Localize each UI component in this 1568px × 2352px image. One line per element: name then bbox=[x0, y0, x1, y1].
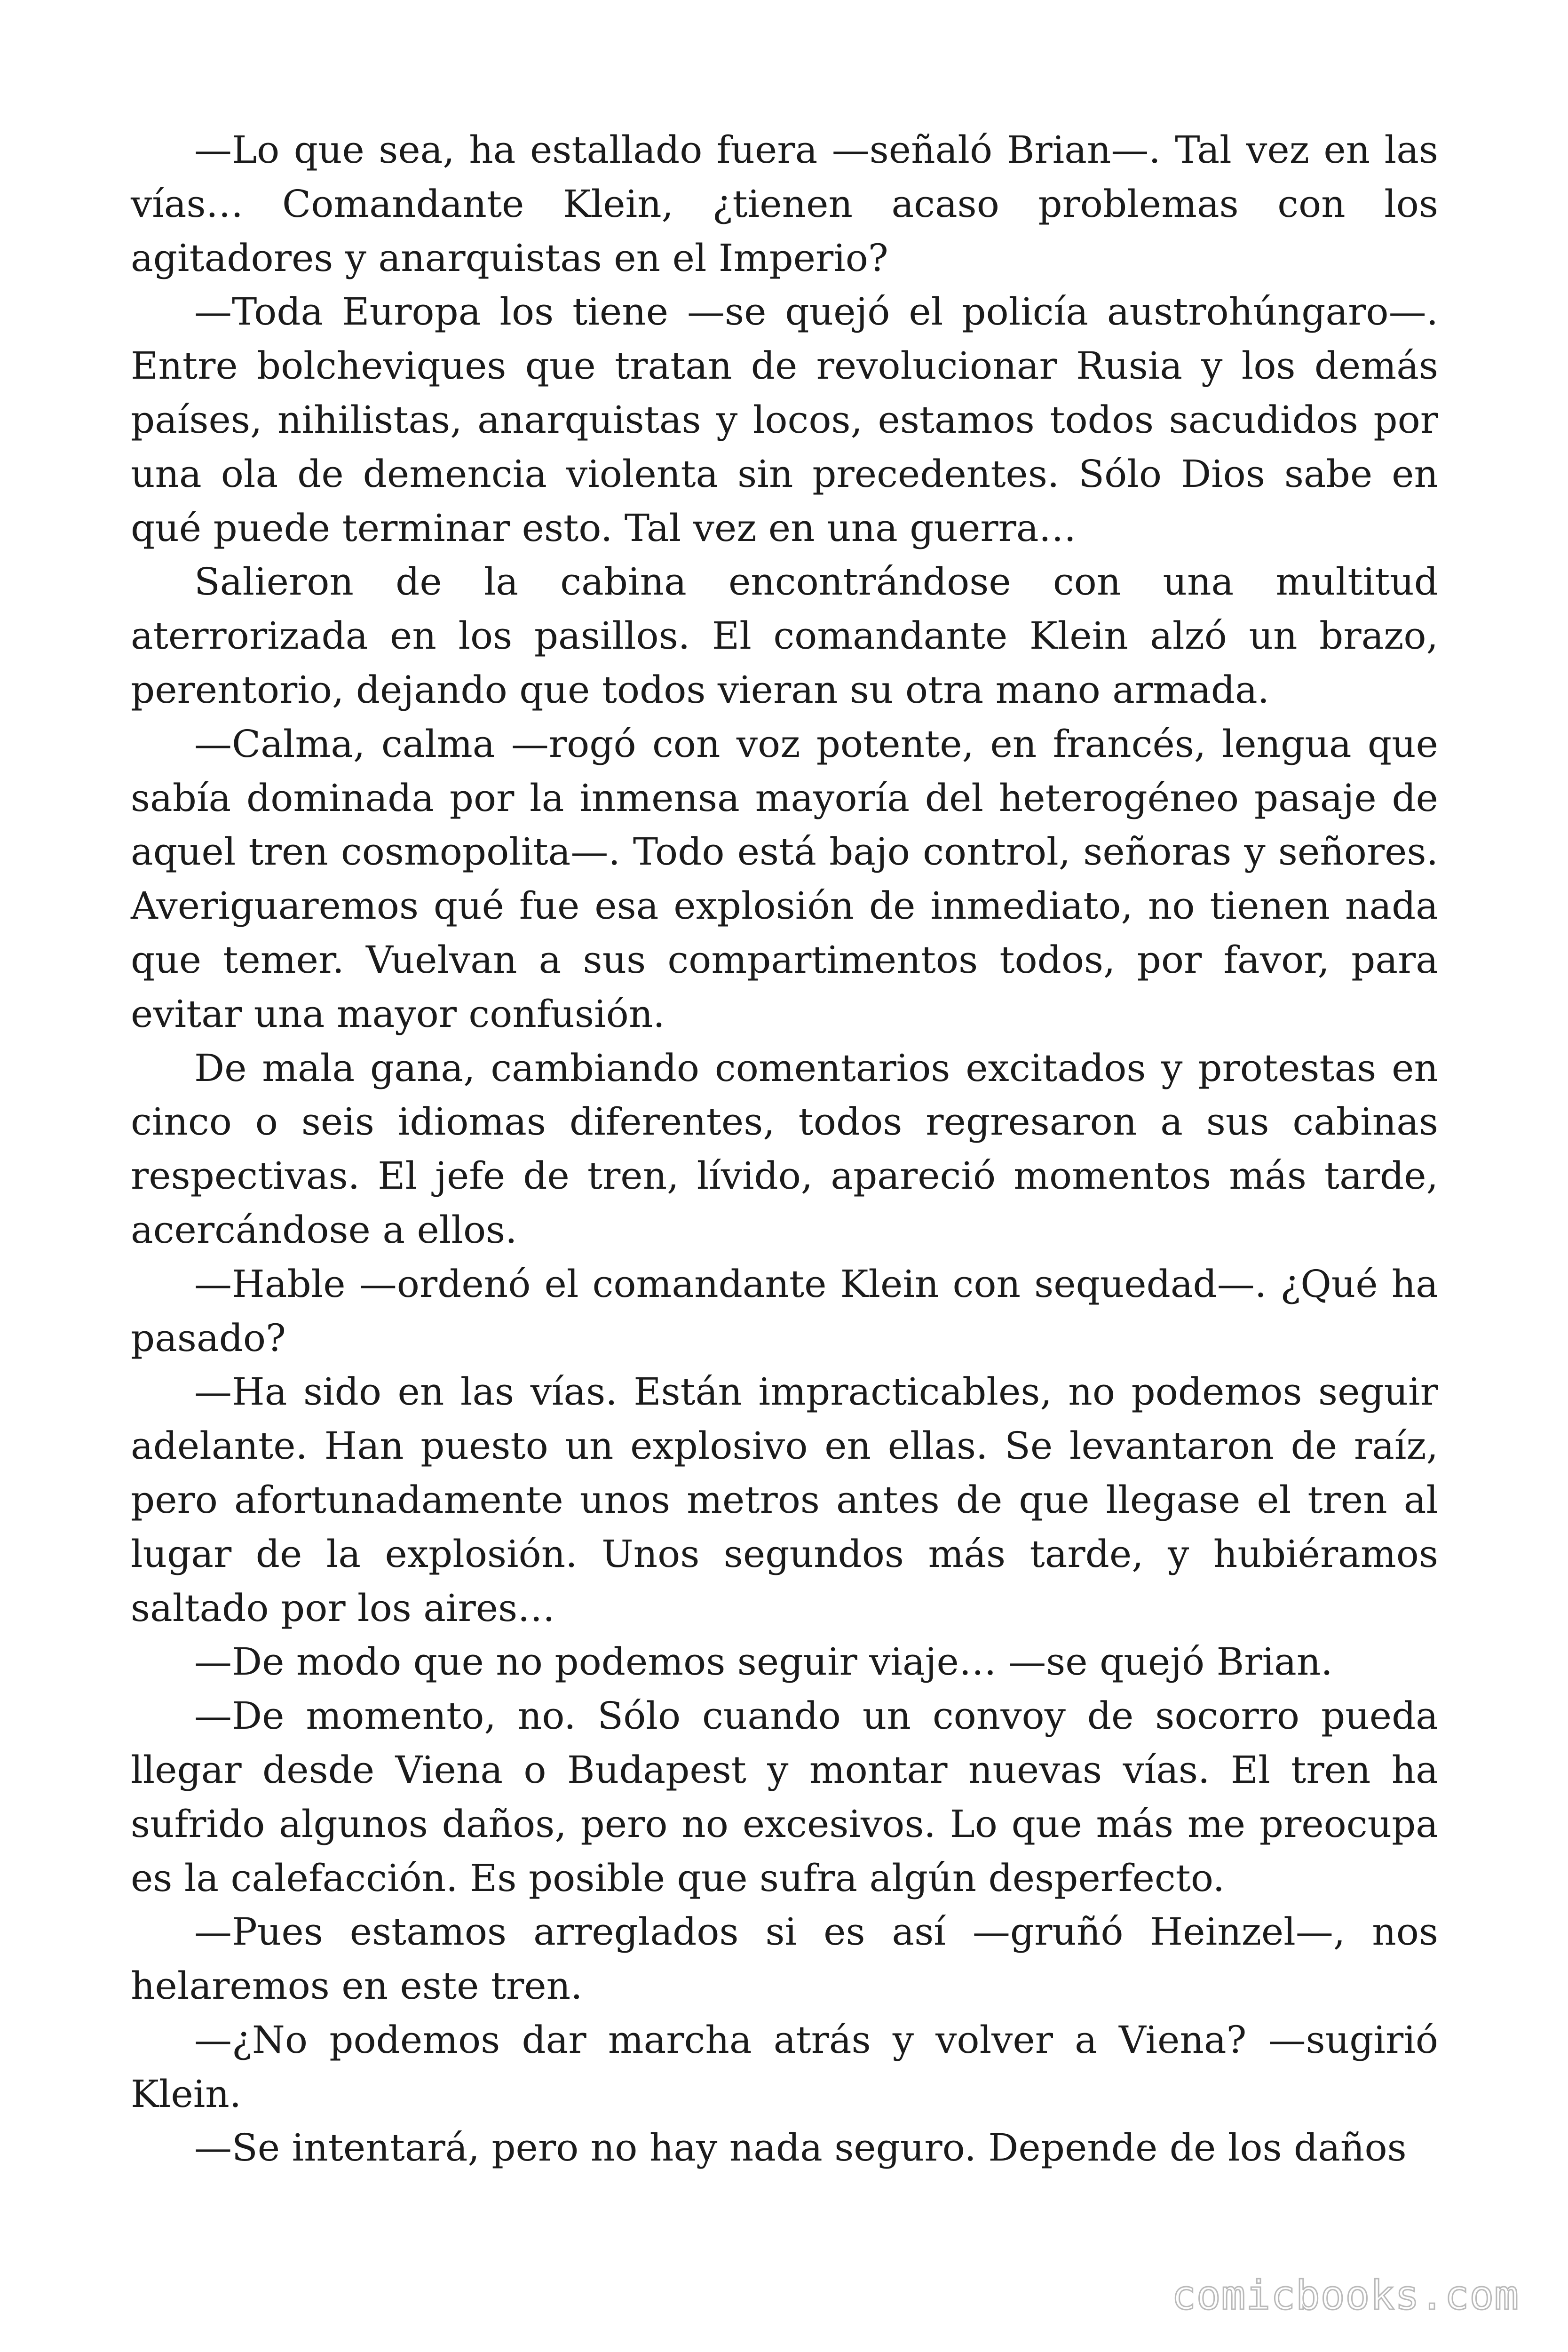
paragraph: —Se intentará, pero no hay nada seguro. Depende de los daños bbox=[194, 2126, 1407, 2170]
paragraph: —Hable —ordenó el comandante Klein con sequedad—. ¿Qué ha pasado? bbox=[131, 1262, 1438, 1360]
paragraph: —De momento, no. Sólo cuando un convoy de socorro pueda llegar desde Viena o Budapest y montar nuevas vías. El tren ha sufrido algunos daños, pero no excesivos. Lo que más me preocupa es la calefacción. Es posible que sufra algún desperfecto. bbox=[131, 1694, 1438, 1900]
paragraph: —Calma, calma —rogó con voz potente, en francés, lengua que sabía dominada por la inmensa mayoría del heterogéneo pasaje de aquel tren cosmopolita—. Todo está bajo control, señoras y señores. Averiguaremos qué fue esa explosión de inmediato, no tienen nada que temer. Vuelvan a sus compartimentos todos, por favor, para evitar una mayor confusión. bbox=[131, 722, 1438, 1036]
paragraph: —Toda Europa los tiene —se quejó el policía austrohúngaro—. Entre bolcheviques que tratan de revolucionar Rusia y los demás países, nihilistas, anarquistas y locos, estamos todos sacudidos por una ola de demencia violenta sin precedentes. Sólo Dios sabe en qué puede terminar esto. Tal vez en una guerra… bbox=[131, 290, 1438, 550]
paragraph: —De modo que no podemos seguir viaje… —se quejó Brian. bbox=[194, 1640, 1333, 1684]
body-text bbox=[131, 123, 1438, 2175]
paragraph: De mala gana, cambiando comentarios excitados y protestas en cinco o seis idiomas diferentes, todos regresaron a sus cabinas respectivas. El jefe de tren, lívido, apareció momentos más tarde, acercándose a ellos. bbox=[131, 1046, 1438, 1252]
paragraph: —Pues estamos arreglados si es así —gruñó Heinzel—, nos helaremos en este tren. bbox=[131, 1910, 1438, 2008]
paragraph: —Lo que sea, ha estallado fuera —señaló Brian—. Tal vez en las vías… Comandante Klein, ¿tienen acaso problemas con los agitadores y anarquistas en el Imperio? bbox=[131, 128, 1438, 280]
watermark-logo: comicbooks.com bbox=[1172, 2272, 1519, 2319]
paragraph: —Ha sido en las vías. Están impracticables, no podemos seguir adelante. Han puesto un explosivo en ellas. Se levantaron de raíz, pero afortunadamente unos metros antes de que llegase el tren al lugar de la explosión. Unos segundos más tarde, y hubiéramos saltado por los aires… bbox=[131, 1370, 1438, 1630]
paragraph: —¿No podemos dar marcha atrás y volver a Viena? —sugirió Klein. bbox=[131, 2018, 1438, 2116]
paragraph: Salieron de la cabina encontrándose con una multitud aterrorizada en los pasillos. El comandante Klein alzó un brazo, perentorio, dejando que todos vieran su otra mano armada. bbox=[131, 560, 1438, 712]
